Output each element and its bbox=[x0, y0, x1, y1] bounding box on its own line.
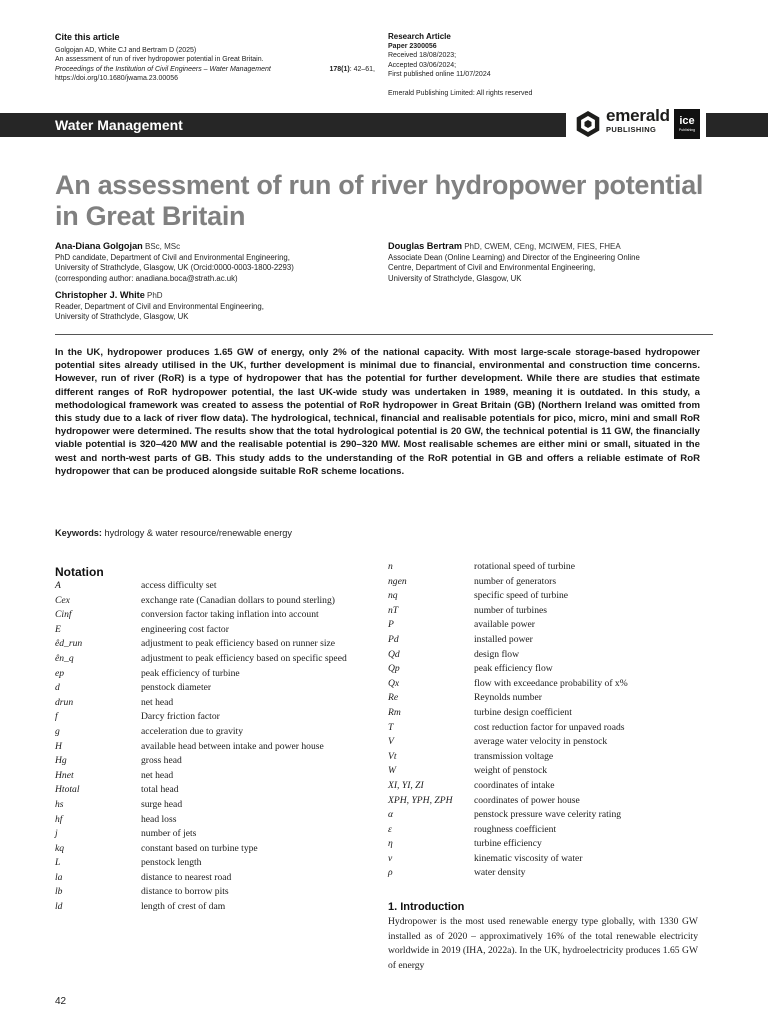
notation-row bbox=[55, 885, 375, 900]
notation-description: net head bbox=[141, 769, 174, 781]
notation-row bbox=[388, 618, 714, 633]
notation-symbol: hs bbox=[55, 798, 64, 810]
author-affiliation-line: University of Strathclyde, Glasgow, UK bbox=[55, 312, 189, 321]
author-name: Christopher J. White bbox=[55, 290, 145, 300]
notation-row bbox=[388, 735, 714, 750]
notation-row bbox=[388, 837, 714, 852]
author-degrees: PhD bbox=[147, 291, 163, 300]
notation-symbol: nq bbox=[388, 590, 398, 602]
notation-description: exchange rate (Canadian dollars to pound sterling) bbox=[141, 594, 335, 606]
notation-symbol: hf bbox=[55, 813, 63, 825]
notation-symbol: Re bbox=[388, 692, 399, 704]
notation-description: distance to borrow pits bbox=[141, 886, 229, 898]
citation-block bbox=[55, 32, 375, 84]
author-affiliation-line: Centre, Department of Civil and Environmental Engineering, bbox=[388, 263, 596, 272]
notation-row bbox=[55, 900, 375, 915]
cite-authors: Golgojan AD, White CJ and Bertram D (2025) bbox=[55, 47, 197, 54]
author-email-line: (corresponding author: anadiana.boca@strath.ac.uk) bbox=[55, 273, 238, 283]
notation-symbol: Hg bbox=[55, 755, 67, 767]
notation-description: Reynolds number bbox=[474, 692, 542, 704]
notation-row bbox=[388, 764, 714, 779]
notation-row bbox=[388, 662, 714, 677]
notation-row bbox=[388, 560, 714, 575]
notation-row bbox=[55, 871, 375, 886]
notation-description: distance to nearest road bbox=[141, 871, 232, 883]
notation-symbol: W bbox=[388, 765, 396, 777]
notation-row bbox=[55, 681, 375, 696]
notation-symbol: ν bbox=[388, 852, 393, 864]
notation-symbol: ld bbox=[55, 901, 63, 913]
notation-row bbox=[388, 691, 714, 706]
article-type: Research Article bbox=[388, 32, 451, 41]
notation-row bbox=[55, 608, 375, 623]
author-affiliation-line: Associate Dean (Online Learning) and Director of the Engineering Online bbox=[388, 252, 640, 262]
notation-description: rotational speed of turbine bbox=[474, 561, 575, 572]
ice-logo-icon bbox=[674, 109, 700, 139]
ice-logo-subtext: Publishing bbox=[678, 128, 696, 132]
notation-symbol: Qx bbox=[388, 677, 400, 689]
notation-row bbox=[55, 754, 375, 769]
notation-description: roughness coefficient bbox=[474, 823, 557, 835]
notation-row bbox=[388, 779, 714, 794]
notation-row bbox=[55, 710, 375, 725]
notation-symbol: lb bbox=[55, 886, 63, 898]
notation-description: number of jets bbox=[141, 828, 197, 840]
notation-symbol: XPH, YPH, ZPH bbox=[388, 794, 453, 806]
notation-description: length of crest of dam bbox=[141, 901, 226, 913]
introduction-heading: 1. Introduction bbox=[388, 901, 465, 913]
received-date: Received 18/08/2023; bbox=[388, 52, 457, 60]
notation-row bbox=[55, 856, 375, 871]
notation-symbol: ep bbox=[55, 667, 65, 679]
author-name: Ana-Diana Golgojan bbox=[55, 241, 143, 251]
published-date: First published online 11/07/2024 bbox=[388, 71, 491, 79]
emerald-logo-icon bbox=[574, 110, 602, 138]
notation-description: access difficulty set bbox=[141, 580, 217, 591]
keywords-label: Keywords: bbox=[55, 528, 102, 538]
notation-row bbox=[388, 575, 714, 590]
notation-symbol: α bbox=[388, 809, 394, 821]
notation-description: available head between intake and power house bbox=[141, 740, 324, 752]
notation-row bbox=[388, 604, 714, 619]
notation-row bbox=[388, 808, 714, 823]
notation-symbol: j bbox=[55, 828, 58, 840]
abstract: In the UK, hydropower produces 1.65 GW of energy, only 2% of the national capacity. With most large-scale storage-based hydropower potential sites already utilised in the UK, further development is minimal due to financial, environmental and construction time concerns. However, run of river (RoR) is a type of hydropower that has the potential for further development. While there are studies that estimate different ranges of RoR hydropower potential, the last UK-wide study was undertaken in 1989, meaning it is outdated. In this study, a methodological framework was created to assess the potential of RoR hydropower in Great Britain (GB) (Northern Ireland was omitted from this study due to a lack of river flow data). The hydrological, technical, financial and realisable potentials for pico, micro, mini and small RoR hydropower were determined. The results show that the total hydrological potential is 20 GW, the technical potential is 11 GW, the financially viable potential is 320–420 MW and the realisable potential is 290–320 MW. Most realisable schemes are either mini or small, situated in the west and north-west parts of GB. This study adds to the understanding of the RoR potential in GB and offers a reliable estimate of RoR hydropower that can be produced alongside suitable RoR scheme locations. bbox=[55, 347, 700, 477]
notation-description: peak efficiency of turbine bbox=[141, 667, 240, 679]
notation-list-right bbox=[388, 560, 714, 881]
author-degrees: BSc, MSc bbox=[144, 242, 181, 251]
notation-row bbox=[388, 866, 714, 881]
notation-symbol: f bbox=[55, 711, 58, 723]
journal-section-title: Water Management bbox=[55, 117, 183, 133]
notation-row bbox=[55, 783, 375, 798]
notation-description: penstock pressure wave celerity rating bbox=[474, 809, 622, 821]
notation-symbol: Qd bbox=[388, 648, 400, 660]
notation-description: total head bbox=[141, 784, 179, 796]
notation-description: available power bbox=[474, 619, 535, 631]
notation-description: specific speed of turbine bbox=[474, 590, 569, 602]
cite-heading: Cite this article bbox=[55, 32, 120, 42]
notation-symbol: ε bbox=[388, 823, 392, 835]
notation-description: turbine design coefficient bbox=[474, 706, 572, 718]
notation-description: peak efficiency flow bbox=[474, 663, 553, 675]
cite-doi[interactable]: https://doi.org/10.1680/jwama.23.00056 bbox=[55, 75, 178, 83]
notation-heading: Notation bbox=[55, 565, 104, 579]
keywords bbox=[55, 527, 695, 539]
author-affiliation-line: Reader, Department of Civil and Environmental Engineering, bbox=[55, 301, 264, 311]
notation-symbol: P bbox=[388, 619, 394, 631]
notation-symbol: Cinf bbox=[55, 609, 72, 621]
notation-row bbox=[388, 648, 714, 663]
notation-symbol: ên_q bbox=[55, 652, 74, 664]
notation-symbol: d bbox=[55, 682, 60, 694]
notation-description: coordinates of intake bbox=[474, 779, 555, 791]
cite-journal: Proceedings of the Institution of Civil Engineers – Water Management bbox=[55, 65, 271, 73]
notation-symbol: L bbox=[55, 857, 61, 869]
notation-symbol: η bbox=[388, 838, 393, 850]
notation-description: flow with exceedance probability of x% bbox=[474, 677, 628, 689]
notation-row bbox=[388, 589, 714, 604]
notation-symbol: V bbox=[388, 736, 394, 748]
notation-row bbox=[388, 706, 714, 721]
notation-row bbox=[55, 652, 375, 667]
notation-description: transmission voltage bbox=[474, 750, 554, 762]
notation-description: coordinates of power house bbox=[474, 794, 580, 806]
notation-description: gross head bbox=[141, 755, 182, 767]
notation-row bbox=[55, 725, 375, 740]
notation-symbol: la bbox=[55, 871, 63, 883]
notation-description: kinematic viscosity of water bbox=[474, 852, 583, 864]
notation-row bbox=[388, 750, 714, 765]
accepted-date: Accepted 03/06/2024; bbox=[388, 61, 457, 69]
notation-symbol: êd_run bbox=[55, 638, 83, 650]
notation-row bbox=[388, 852, 714, 867]
author-name: Douglas Bertram bbox=[388, 241, 463, 251]
cite-article-title: An assessment of run of river hydropower potential in Great Britain. bbox=[55, 56, 264, 64]
notation-symbol: Hnet bbox=[55, 769, 74, 781]
cite-journal-line bbox=[55, 65, 375, 74]
notation-symbol: Qp bbox=[388, 663, 400, 675]
notation-symbol: Rm bbox=[388, 706, 401, 718]
notation-row bbox=[55, 594, 375, 609]
notation-symbol: Vt bbox=[388, 750, 397, 762]
notation-symbol: Htotal bbox=[55, 784, 80, 796]
cite-volume: 178(1) bbox=[329, 65, 350, 73]
notation-symbol: Cex bbox=[55, 594, 70, 606]
notation-symbol: ρ bbox=[388, 867, 393, 879]
notation-description: design flow bbox=[474, 648, 520, 660]
introduction-text: Hydropower is the most used renewable energy type globally, with 1330 GW installed as of 2020 – approximatively 16% of the total renewable electricity worldwide in 2019 (IHA, 2022a). In the UK, hydroelectricity produces 1.65 GW of energy bbox=[388, 916, 698, 972]
notation-row bbox=[55, 667, 375, 682]
notation-description: water density bbox=[474, 867, 526, 879]
notation-symbol: T bbox=[388, 721, 394, 733]
author-white bbox=[55, 289, 375, 323]
page-number: 42 bbox=[55, 996, 67, 1007]
notation-description: weight of penstock bbox=[474, 765, 548, 777]
notation-description: average water velocity in penstock bbox=[474, 736, 608, 748]
notation-list-left bbox=[55, 579, 375, 915]
notation-symbol: kq bbox=[55, 842, 65, 854]
notation-description: adjustment to peak efficiency based on runner size bbox=[141, 638, 336, 650]
notation-row bbox=[55, 623, 375, 638]
article-meta bbox=[388, 32, 648, 98]
notation-description: head loss bbox=[141, 813, 177, 825]
notation-row bbox=[55, 813, 375, 828]
notation-row bbox=[55, 579, 375, 594]
keywords-value: hydrology & water resource/renewable energy bbox=[101, 528, 292, 538]
notation-symbol: ngen bbox=[388, 575, 407, 587]
notation-row bbox=[55, 696, 375, 711]
author-affiliation-line: University of Strathclyde, Glasgow, UK bbox=[388, 273, 522, 283]
notation-row bbox=[388, 633, 714, 648]
notation-symbol: nT bbox=[388, 604, 399, 616]
notation-symbol: A bbox=[55, 580, 61, 591]
notation-symbol: XI, YI, ZI bbox=[388, 779, 424, 791]
author-golgojan bbox=[55, 240, 375, 284]
notation-symbol: E bbox=[55, 623, 61, 635]
article-title: An assessment of run of river hydropower potential in Great Britain bbox=[55, 170, 704, 231]
notation-row bbox=[55, 827, 375, 842]
notation-row bbox=[55, 637, 375, 652]
notation-row bbox=[55, 842, 375, 857]
notation-description: installed power bbox=[474, 633, 533, 645]
notation-row bbox=[388, 794, 714, 809]
notation-symbol: g bbox=[55, 725, 60, 737]
notation-symbol: Pd bbox=[388, 633, 399, 645]
notation-description: turbine efficiency bbox=[474, 838, 542, 850]
notation-row bbox=[55, 740, 375, 755]
notation-description: number of generators bbox=[474, 575, 557, 587]
notation-symbol: H bbox=[55, 740, 62, 752]
ice-logo-text: ice bbox=[679, 115, 695, 127]
cite-pages: : 42–61, bbox=[349, 65, 375, 73]
author-affiliation-line: PhD candidate, Department of Civil and Environmental Engineering, bbox=[55, 252, 290, 262]
notation-description: penstock length bbox=[141, 857, 202, 869]
notation-row bbox=[55, 798, 375, 813]
notation-row bbox=[388, 677, 714, 692]
notation-description: conversion factor taking inflation into account bbox=[141, 609, 319, 621]
author-degrees: PhD, CWEM, CEng, MCIWEM, FIES, FHEA bbox=[464, 242, 621, 251]
author-affiliation-line: University of Strathclyde, Glasgow, UK (Orcid:0000-0003-1800-2293) bbox=[55, 263, 294, 272]
divider bbox=[55, 334, 713, 335]
author-bertram bbox=[388, 240, 718, 284]
notation-description: surge head bbox=[141, 798, 183, 810]
notation-description: acceleration due to gravity bbox=[141, 725, 244, 737]
notation-description: Darcy friction factor bbox=[141, 711, 220, 723]
notation-row bbox=[55, 769, 375, 784]
notation-description: adjustment to peak efficiency based on specific speed bbox=[141, 652, 347, 664]
notation-description: constant based on turbine type bbox=[141, 842, 258, 854]
notation-description: cost reduction factor for unpaved roads bbox=[474, 721, 625, 733]
notation-description: number of turbines bbox=[474, 604, 548, 616]
notation-description: penstock diameter bbox=[141, 682, 212, 694]
notation-row bbox=[388, 721, 714, 736]
notation-description: engineering cost factor bbox=[141, 623, 229, 635]
notation-row bbox=[388, 823, 714, 838]
notation-description: net head bbox=[141, 696, 174, 708]
rights-statement: Emerald Publishing Limited: All rights reserved bbox=[388, 89, 533, 97]
paper-number: Paper 2300056 bbox=[388, 43, 437, 50]
emerald-wordmark: emerald bbox=[606, 106, 670, 125]
notation-symbol: n bbox=[388, 561, 393, 572]
emerald-publishing-label: PUBLISHING bbox=[606, 125, 657, 134]
notation-symbol: drun bbox=[55, 696, 74, 708]
